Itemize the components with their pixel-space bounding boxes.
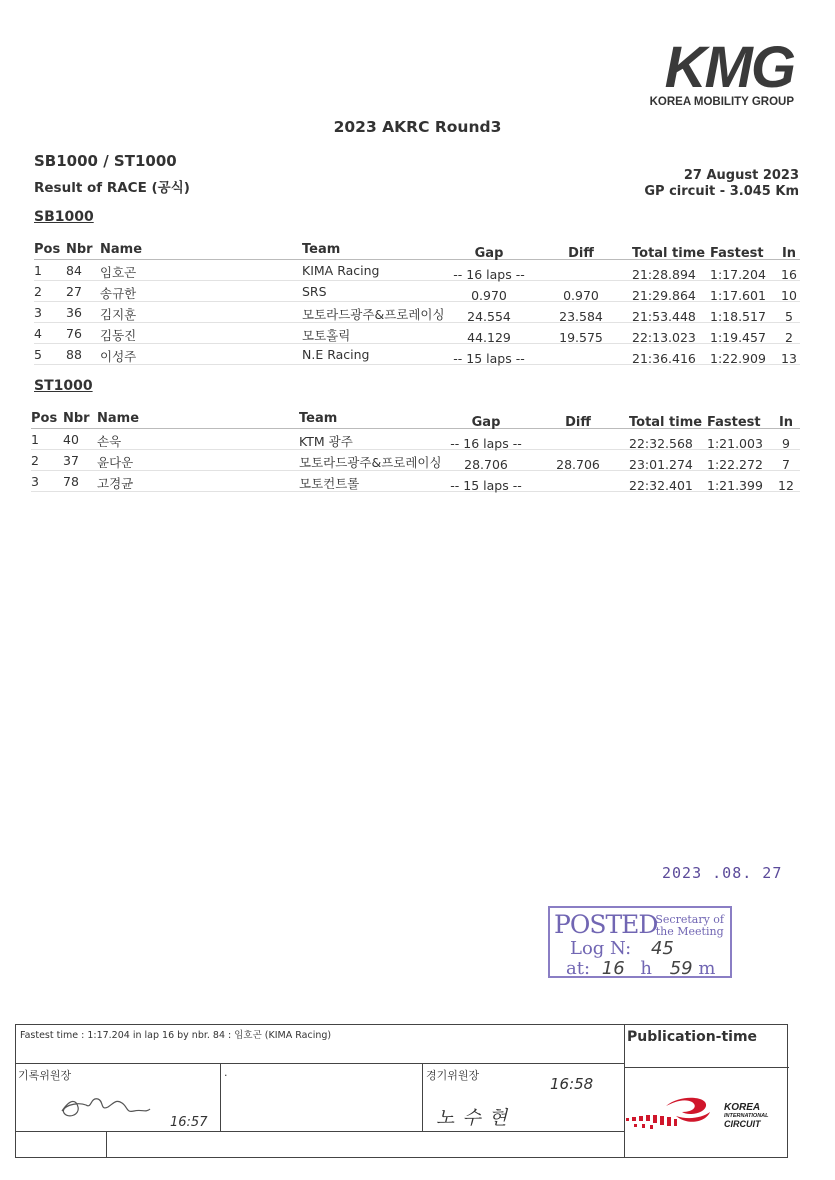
cell-nbr: 76: [66, 326, 82, 341]
cell-team: SRS: [302, 284, 327, 299]
fastest-time-note: Fastest time : 1:17.204 in lap 16 by nbr. 84 : 임호곤 (KIMA Racing): [20, 1030, 332, 1041]
stamp-posted: POSTED: [554, 910, 658, 939]
cell-nbr: 27: [66, 284, 82, 299]
cell-pos: 2: [34, 284, 42, 299]
recorder-signature: [56, 1089, 166, 1125]
cell-fastest: 1:21.399: [707, 478, 763, 493]
cell-nbr: 37: [63, 453, 79, 468]
cell-fastest: 1:21.003: [707, 436, 763, 451]
cell-nbr: 88: [66, 347, 82, 362]
cell-gap: 44.129: [467, 330, 511, 345]
result-title: Result of RACE (공식): [34, 180, 190, 196]
cell-diff: 0.970: [563, 288, 599, 303]
cell-team: 모토라드광주&프로레이싱: [299, 455, 442, 470]
cell-pos: 5: [34, 347, 42, 362]
cell-in: 16: [781, 267, 797, 282]
cell-name: 김지훈: [100, 307, 137, 322]
cell-gap: -- 16 laps --: [450, 436, 522, 451]
cell-gap: -- 16 laps --: [453, 267, 525, 282]
publication-time-label: Publication-time: [627, 1029, 758, 1045]
stamp-at-label: at:: [566, 958, 591, 979]
footer-divider: [422, 1063, 423, 1131]
stamp-at: [566, 958, 715, 979]
col-team: Team: [299, 411, 338, 426]
recorder-label: 기록위원장: [18, 1069, 72, 1082]
table-row: [31, 429, 800, 450]
cell-gap: -- 15 laps --: [450, 478, 522, 493]
steward-label: 경기위원장: [426, 1069, 480, 1082]
stamp-at-hour: 16: [601, 958, 625, 979]
cell-total: 21:28.894: [632, 267, 696, 282]
cell-nbr: 36: [66, 305, 82, 320]
stamp-secretary-line1: Secretary of: [655, 913, 724, 926]
cell-fastest: 1:22.272: [707, 457, 763, 472]
kic-text: [724, 1103, 769, 1129]
results-table-sb1000: [34, 242, 800, 365]
stamp-secretary-line2: the Meeting: [655, 925, 724, 938]
col-in: In: [781, 246, 797, 261]
cell-gap: 28.706: [464, 457, 508, 472]
cell-total: 22:32.568: [629, 436, 693, 451]
cell-pos: 3: [31, 474, 39, 489]
circuit-info: GP circuit - 3.045 Km: [644, 184, 799, 199]
cell-fastest: 1:18.517: [710, 309, 766, 324]
cell-nbr: 84: [66, 263, 82, 278]
cell-name: 송규한: [100, 286, 137, 301]
recorder-time: 16:57: [170, 1115, 208, 1130]
cell-pos: 4: [34, 326, 42, 341]
class-title: SB1000 / ST1000: [34, 152, 177, 170]
cell-name: 고경균: [97, 476, 134, 491]
kic-text-1: KOREA: [724, 1102, 761, 1113]
cell-in: 2: [785, 330, 793, 345]
cell-in: 7: [782, 457, 790, 472]
col-gap: Gap: [474, 246, 504, 261]
cell-diff: 28.706: [556, 457, 600, 472]
stamp-m-label: m: [698, 958, 716, 979]
cell-total: 23:01.274: [629, 457, 693, 472]
footer-divider: [106, 1131, 107, 1158]
results-table-st1000: [31, 411, 800, 492]
col-team: Team: [302, 242, 341, 257]
kic-logo: [622, 1090, 782, 1140]
footer-divider: [16, 1063, 624, 1064]
posted-stamp: [548, 906, 732, 978]
table-row: [34, 344, 800, 365]
cell-nbr: 78: [63, 474, 79, 489]
cell-pos: 3: [34, 305, 42, 320]
kic-text-2: INTERNATIONAL: [724, 1113, 769, 1119]
cell-name: 임호곤: [100, 265, 137, 280]
table-row: [34, 260, 800, 281]
stamp-secretary: [655, 914, 724, 938]
stamp-log-value: 45: [650, 938, 674, 959]
stamp-h-label: h: [640, 958, 652, 979]
table-header: [34, 242, 800, 260]
kmg-logo: [628, 35, 800, 108]
section-label-st1000: ST1000: [34, 378, 93, 394]
cell-gap: 0.970: [471, 288, 507, 303]
cell-pos: 2: [31, 453, 39, 468]
table-row: [34, 281, 800, 302]
date-stamp: 2023 .08. 27: [662, 864, 783, 882]
cell-in: 10: [781, 288, 797, 303]
col-diff: Diff: [568, 246, 594, 261]
cell-fastest: 1:22.909: [710, 351, 766, 366]
cell-team: 모토홀릭: [302, 328, 351, 343]
table-header: [31, 411, 800, 429]
cell-total: 21:36.416: [632, 351, 696, 366]
col-total-time: Total time: [629, 415, 703, 430]
cell-name: 김동진: [100, 328, 137, 343]
col-in: In: [778, 415, 794, 430]
cell-team: 모토컨트롤: [299, 476, 360, 491]
col-gap: Gap: [471, 415, 501, 430]
stamp-log-label: Log N:: [570, 938, 632, 959]
steward-signature: 노수현: [436, 1107, 516, 1129]
cell-name: 윤다운: [97, 455, 134, 470]
col-fastest: Fastest: [710, 246, 764, 261]
footer-divider: [220, 1063, 221, 1131]
col-diff: Diff: [565, 415, 591, 430]
col-fastest: Fastest: [707, 415, 761, 430]
logo-mark: KMG: [664, 35, 794, 100]
col-name: Name: [97, 411, 140, 426]
cell-nbr: 40: [63, 432, 79, 447]
cell-total: 22:32.401: [629, 478, 693, 493]
event-date: 27 August 2023: [683, 168, 799, 183]
cell-in: 12: [778, 478, 794, 493]
table-row: [31, 450, 800, 471]
cell-name: 손욱: [97, 434, 122, 449]
cell-fastest: 1:19.457: [710, 330, 766, 345]
cell-diff: 23.584: [559, 309, 603, 324]
cell-team: KIMA Racing: [302, 263, 380, 278]
col-nbr: Nbr: [63, 411, 90, 426]
dot-mark: ·: [224, 1069, 228, 1082]
cell-gap: 24.554: [467, 309, 511, 324]
cell-in: 13: [781, 351, 797, 366]
stamp-log: [570, 938, 674, 959]
table-row: [31, 471, 800, 492]
cell-in: 9: [782, 436, 790, 451]
logo-subtitle: KOREA MOBILITY GROUP: [649, 96, 794, 108]
col-pos: Pos: [34, 242, 61, 257]
cell-pos: 1: [31, 432, 39, 447]
cell-total: 22:13.023: [632, 330, 696, 345]
cell-fastest: 1:17.601: [710, 288, 766, 303]
cell-team: N.E Racing: [302, 347, 370, 362]
col-name: Name: [100, 242, 143, 257]
footer-divider: [624, 1067, 789, 1068]
footer-divider: [16, 1131, 624, 1132]
table-row: [34, 302, 800, 323]
cell-total: 21:29.864: [632, 288, 696, 303]
section-label-sb1000: SB1000: [34, 209, 94, 225]
kic-text-3: CIRCUIT: [724, 1119, 761, 1129]
cell-gap: -- 15 laps --: [453, 351, 525, 366]
cell-diff: 19.575: [559, 330, 603, 345]
event-title: 2023 AKRC Round3: [333, 118, 502, 136]
cell-total: 21:53.448: [632, 309, 696, 324]
cell-pos: 1: [34, 263, 42, 278]
stamp-at-min: 59: [669, 958, 693, 979]
col-pos: Pos: [31, 411, 58, 426]
cell-in: 5: [785, 309, 793, 324]
cell-team: KTM 광주: [299, 434, 353, 449]
col-nbr: Nbr: [66, 242, 93, 257]
table-row: [34, 323, 800, 344]
col-total-time: Total time: [632, 246, 706, 261]
cell-fastest: 1:17.204: [710, 267, 766, 282]
steward-time: 16:58: [550, 1075, 594, 1093]
cell-name: 이성주: [100, 349, 137, 364]
cell-team: 모토라드광주&프로레이싱: [302, 307, 445, 322]
